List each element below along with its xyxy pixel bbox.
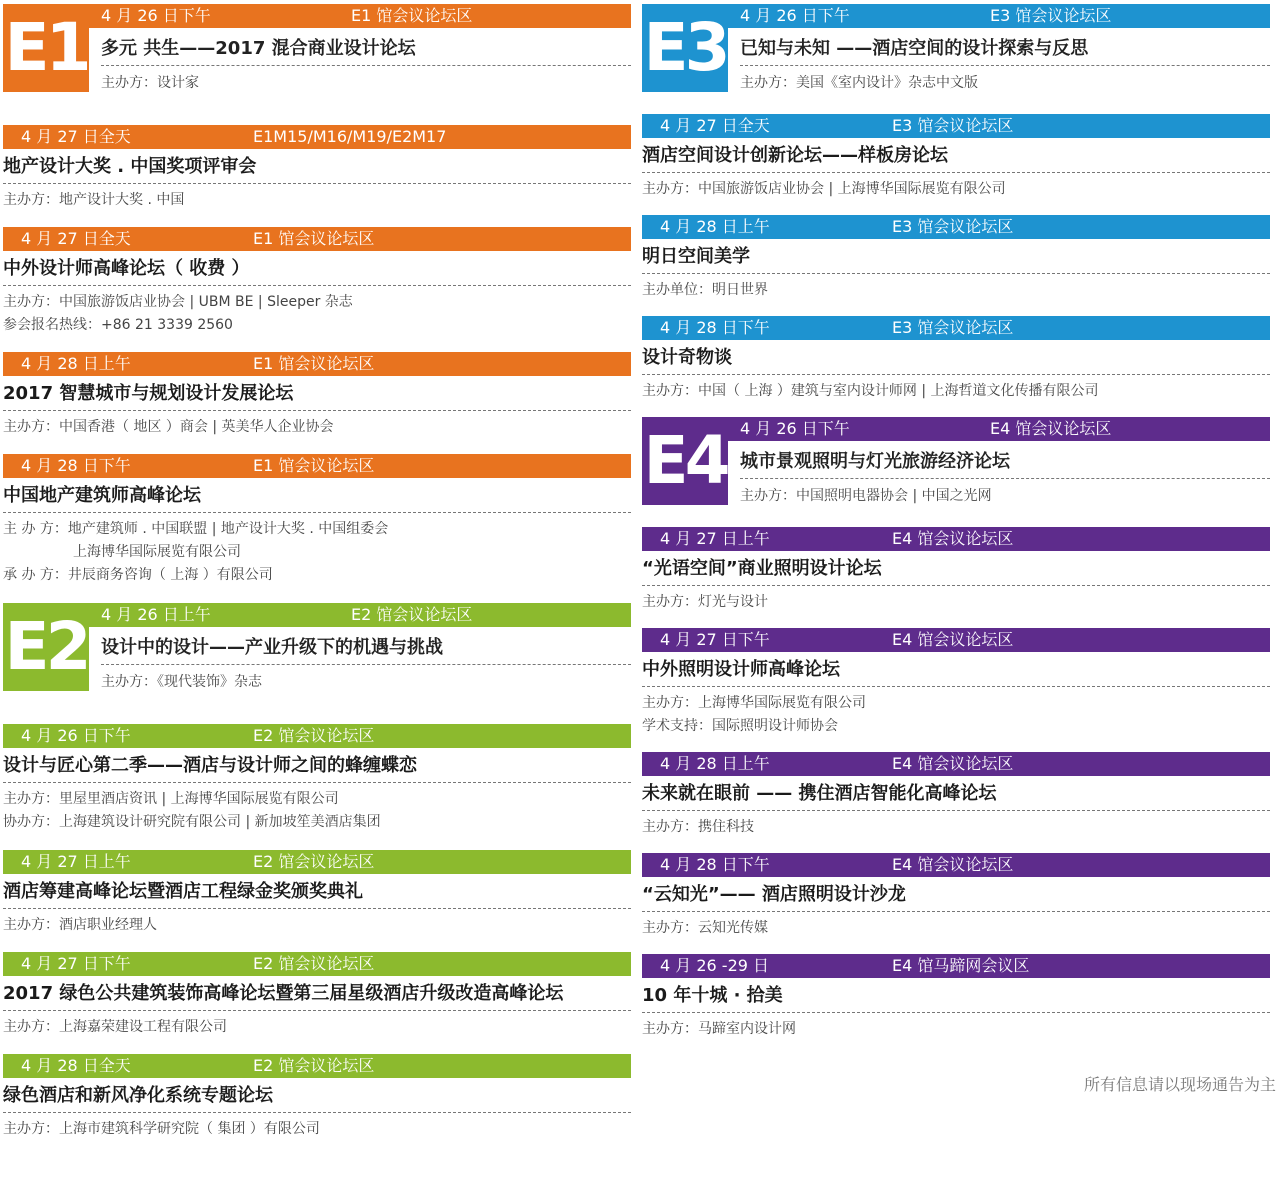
event-header-bar: [642, 954, 1270, 978]
event-header-bar: [642, 527, 1270, 551]
event-header-bar: [642, 215, 1270, 239]
event-organizer-line: 主办单位：明日世界: [642, 282, 768, 298]
event-venue: E4 馆会议论坛区: [892, 754, 1014, 773]
event-venue: E4 馆马蹄网会议区: [892, 956, 1030, 975]
event-venue: E1 馆会议论坛区: [253, 456, 375, 475]
event-item: [3, 454, 631, 587]
event-venue: E3 馆会议论坛区: [892, 318, 1014, 337]
event-date: 4 月 28 日下午: [660, 318, 770, 337]
event-venue: E1 馆会议论坛区: [351, 6, 473, 25]
event-title: 设计与匠心第二季——酒店与设计师之间的蜂缠蝶恋: [3, 755, 417, 776]
e4-header-bar: [728, 417, 1270, 441]
divider: [3, 1010, 631, 1011]
event-date: 4 月 27 日上午: [21, 852, 131, 871]
left-column: [3, 0, 631, 1141]
divider: [642, 686, 1270, 687]
event-venue: E4 馆会议论坛区: [892, 855, 1014, 874]
e2-badge: E2: [3, 603, 89, 691]
event-date: 4 月 26 日上午: [101, 605, 211, 624]
event-venue: E2 馆会议论坛区: [253, 852, 375, 871]
event-organizer-line: 上海博华国际展览有限公司: [3, 544, 241, 560]
e4-badge: E4: [642, 417, 728, 505]
event-header-bar: [642, 628, 1270, 652]
event-title: 中外设计师高峰论坛（ 收费 ）: [3, 258, 250, 279]
event-title: 明日空间美学: [642, 246, 750, 267]
e2-event-list: [3, 724, 631, 1141]
divider: [642, 911, 1270, 912]
event-organizer-line: 主办方：酒店职业经理人: [3, 917, 157, 933]
event-item: [642, 316, 1270, 403]
e3-header-bar: [728, 4, 1270, 28]
divider: [3, 285, 631, 286]
e2-header: [3, 603, 631, 691]
event-header-bar: [3, 454, 631, 478]
event-venue: E1 馆会议论坛区: [253, 229, 375, 248]
event-organizer-line: 主办方：上海嘉荣建设工程有限公司: [3, 1019, 227, 1035]
event-venue: E3 馆会议论坛区: [892, 217, 1014, 236]
divider: [642, 374, 1270, 375]
event-item: [642, 628, 1270, 738]
e3-header: [642, 4, 1270, 92]
e3-event-list: [642, 114, 1270, 403]
event-organizer-line: 主办方：云知光传媒: [642, 920, 768, 936]
event-title: 2017 智慧城市与规划设计发展论坛: [3, 383, 294, 404]
event-organizer-line: 主办方：携住科技: [642, 819, 754, 835]
event-organizer-line: 主办方：中国（ 上海 ）建筑与室内设计师网 | 上海哲道文化传播有限公司: [642, 383, 1099, 399]
divider: [3, 512, 631, 513]
event-header-bar: [3, 952, 631, 976]
event-header-bar: [3, 125, 631, 149]
event-venue: E4 馆会议论坛区: [990, 419, 1112, 438]
event-header-bar: [3, 352, 631, 376]
event-venue: E2 馆会议论坛区: [253, 726, 375, 745]
event-organizer-line: 主办方：上海市建筑科学研究院（ 集团 ）有限公司: [3, 1121, 320, 1137]
event-date: 4 月 28 日全天: [21, 1056, 131, 1075]
event-item: [3, 952, 631, 1039]
divider: [3, 782, 631, 783]
event-header-bar: [642, 316, 1270, 340]
divider: [642, 585, 1270, 586]
divider: [3, 908, 631, 909]
event-organizer: 主办方：美国《室内设计》杂志中文版: [740, 75, 978, 91]
event-title: “光语空间”商业照明设计论坛: [642, 558, 882, 579]
event-organizer-line: 主办方：中国香港（ 地区 ）商会 | 英美华人企业协会: [3, 419, 334, 435]
event-organizer-line: 主办方：地产设计大奖 . 中国: [3, 192, 185, 208]
event-date: 4 月 28 日上午: [660, 217, 770, 236]
e1-event-list: [3, 125, 631, 587]
event-title: 设计奇物谈: [642, 347, 732, 368]
divider: [3, 1112, 631, 1113]
event-header-bar: [3, 227, 631, 251]
footer-note: 所有信息请以现场通告为主: [1083, 1075, 1276, 1094]
event-organizer-line: 协办方：上海建筑设计研究院有限公司 | 新加坡笙美酒店集团: [3, 814, 381, 830]
event-venue: E2 馆会议论坛区: [253, 954, 375, 973]
event-organizer-line: 主办方：马蹄室内设计网: [642, 1021, 796, 1037]
divider: [740, 478, 1270, 479]
event-title: 绿色酒店和新风净化系统专题论坛: [3, 1085, 273, 1106]
event-organizer-line: 主 办 方：地产建筑师 . 中国联盟 | 地产设计大奖 . 中国组委会: [3, 521, 389, 537]
event-title: 10 年十城 · 拾美: [642, 985, 783, 1006]
event-item: [642, 853, 1270, 940]
event-title: 中外照明设计师高峰论坛: [642, 659, 840, 680]
divider: [3, 183, 631, 184]
event-item: [3, 125, 631, 212]
event-date: 4 月 27 日全天: [660, 116, 770, 135]
event-date: 4 月 28 日上午: [21, 354, 131, 373]
event-date: 4 月 27 日全天: [21, 229, 131, 248]
event-venue: E2 馆会议论坛区: [253, 1056, 375, 1075]
event-title: 未来就在眼前 —— 携住酒店智能化高峰论坛: [642, 783, 997, 804]
event-item: [3, 352, 631, 439]
divider: [642, 273, 1270, 274]
event-title: 酒店筹建高峰论坛暨酒店工程绿金奖颁奖典礼: [3, 881, 363, 902]
event-title: 2017 绿色公共建筑装饰高峰论坛暨第三届星级酒店升级改造高峰论坛: [3, 983, 564, 1004]
event-organizer-line: 主办方：灯光与设计: [642, 594, 768, 610]
event-date: 4 月 26 日下午: [740, 419, 850, 438]
divider: [642, 810, 1270, 811]
divider: [642, 1012, 1270, 1013]
event-organizer: 主办方：设计家: [101, 75, 199, 91]
event-item: [642, 114, 1270, 201]
event-header-bar: [3, 724, 631, 748]
event-date: 4 月 28 日下午: [21, 456, 131, 475]
event-item: [3, 227, 631, 337]
event-organizer-line: 主办方：中国旅游饭店业协会 | 上海博华国际展览有限公司: [642, 181, 1006, 197]
event-organizer-line: 参会报名热线：+86 21 3339 2560: [3, 317, 233, 333]
event-organizer: 主办方：中国照明电器协会 | 中国之光网: [740, 488, 992, 504]
event-header-bar: [3, 850, 631, 874]
event-title: 城市景观照明与灯光旅游经济论坛: [740, 451, 1010, 472]
right-column: [642, 0, 1270, 1041]
event-date: 4 月 26 日下午: [740, 6, 850, 25]
event-date: 4 月 26 -29 日: [660, 956, 770, 975]
e3-badge: E3: [642, 4, 728, 92]
event-title: “云知光”—— 酒店照明设计沙龙: [642, 884, 906, 905]
event-venue: E3 馆会议论坛区: [990, 6, 1112, 25]
event-venue: E2 馆会议论坛区: [351, 605, 473, 624]
event-date: 4 月 26 日下午: [101, 6, 211, 25]
event-organizer-line: 主办方：里屋里酒店资讯 | 上海博华国际展览有限公司: [3, 791, 339, 807]
event-item: [642, 527, 1270, 614]
event-venue: E1 馆会议论坛区: [253, 354, 375, 373]
event-date: 4 月 28 日上午: [660, 754, 770, 773]
event-item: [3, 1054, 631, 1141]
event-organizer-line: 主办方：上海博华国际展览有限公司: [642, 695, 866, 711]
event-organizer-line: 承 办 方：井辰商务咨询（ 上海 ）有限公司: [3, 567, 273, 583]
event-date: 4 月 27 日上午: [660, 529, 770, 548]
event-organizer-line: 主办方：中国旅游饭店业协会 | UBM BE | Sleeper 杂志: [3, 294, 353, 310]
divider: [101, 664, 631, 665]
event-title: 地产设计大奖 . 中国奖项评审会: [3, 156, 257, 177]
event-organizer: 主办方：《现代装饰》杂志: [101, 674, 262, 690]
e4-header: [642, 417, 1270, 505]
event-header-bar: [642, 853, 1270, 877]
event-venue: E4 馆会议论坛区: [892, 630, 1014, 649]
e2-header-bar: [89, 603, 631, 627]
e1-header: [3, 4, 631, 92]
event-date: 4 月 26 日下午: [21, 726, 131, 745]
event-item: [642, 215, 1270, 302]
e4-event-list: [642, 527, 1270, 1041]
event-date: 4 月 27 日下午: [21, 954, 131, 973]
event-title: 设计中的设计——产业升级下的机遇与挑战: [101, 637, 443, 658]
event-title: 已知与未知 ——酒店空间的设计探索与反思: [740, 38, 1089, 59]
event-title: 酒店空间设计创新论坛——样板房论坛: [642, 145, 948, 166]
event-organizer-line: 学术支持：国际照明设计师协会: [642, 718, 838, 734]
divider: [642, 172, 1270, 173]
event-date: 4 月 27 日下午: [660, 630, 770, 649]
divider: [3, 410, 631, 411]
event-venue: E3 馆会议论坛区: [892, 116, 1014, 135]
event-header-bar: [3, 1054, 631, 1078]
event-venue: E4 馆会议论坛区: [892, 529, 1014, 548]
e1-badge: E1: [3, 4, 89, 92]
event-title: 多元 共生——2017 混合商业设计论坛: [101, 38, 416, 59]
event-venue: E1M15/M16/M19/E2M17: [253, 127, 447, 146]
divider: [740, 65, 1270, 66]
e1-header-bar: [89, 4, 631, 28]
divider: [101, 65, 631, 66]
event-header-bar: [642, 752, 1270, 776]
event-item: [3, 850, 631, 937]
event-date: 4 月 27 日全天: [21, 127, 131, 146]
event-item: [642, 954, 1270, 1041]
event-item: [642, 752, 1270, 839]
event-date: 4 月 28 日下午: [660, 855, 770, 874]
event-title: 中国地产建筑师高峰论坛: [3, 485, 201, 506]
event-header-bar: [642, 114, 1270, 138]
event-item: [3, 724, 631, 834]
